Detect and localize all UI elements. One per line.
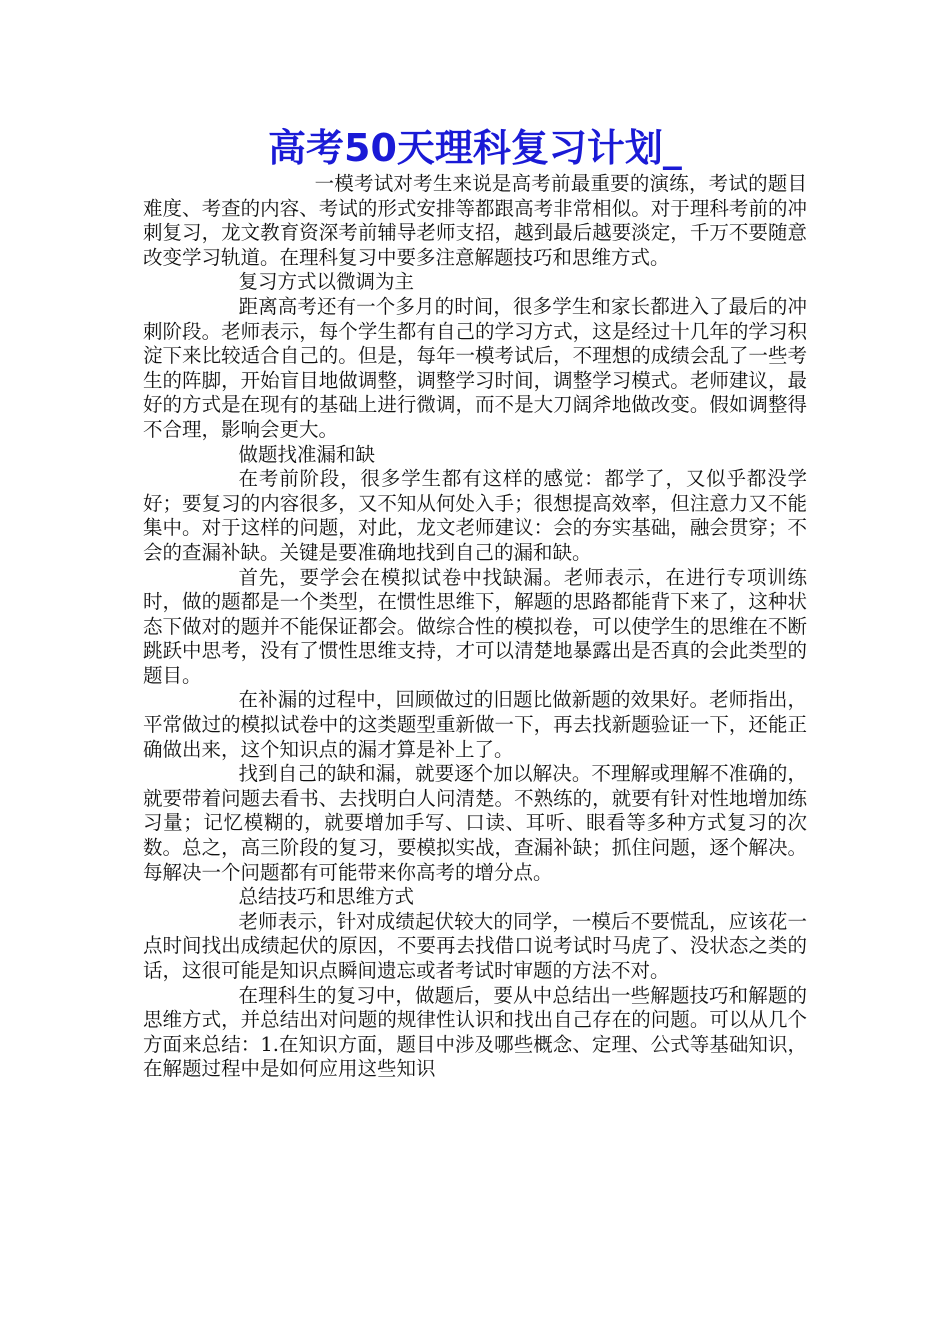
body-paragraph: 在补漏的过程中，回顾做过的旧题比做新题的效果好。老师指出，平常做过的模拟试卷中的这类题型重新做一下，再去找新题验证一下，还能正确做出来，这个知识点的漏才算是补上了。 [143,688,807,761]
body-paragraph: 老师表示，针对成绩起伏较大的同学，一模后不要慌乱，应该花一点时间找出成绩起伏的原因，不要再去找借口说考试时马虎了、没状态之类的话，这很可能是知识点瞬间遗忘或者考试时审题的方法不对。 [143,909,807,982]
section-heading: 复习方式以微调为主 [238,270,415,294]
document-title: 高考50天理科复习计划_ [268,126,682,170]
body-paragraph: 首先，要学会在模拟试卷中找缺漏。老师表示，在进行专项训练时，做的题都是一个类型，在惯性思维下，解题的思路都能背下来了，这种状态下做对的题并不能保证都会。做综合性的模拟卷，可以使学生的思维在不断跳跃中思考，没有了惯性思维支持，才可以清楚地暴露出是否真的会此类型的题目。 [143,565,807,687]
body-paragraph: 在考前阶段，很多学生都有这样的感觉：都学了，又似乎都没学好；要复习的内容很多，又不知从何处入手；很想提高效率，但注意力又不能集中。对于这样的问题，对此，龙文老师建议：会的夯实基础，融会贯穿；不会的查漏补缺。关键是要准确地找到自己的漏和缺。 [143,467,807,564]
body-paragraph: 找到自己的缺和漏，就要逐个加以解决。不理解或理解不准确的，就要带着问题去看书、去找明白人问清楚。不熟练的，就要有针对性地增加练习量；记忆模糊的，就要增加手写、口读、耳听、眼看等多种方式复习的次数。总之，高三阶段的复习，要模拟实战，查漏补缺；抓住问题，逐个解决。每解决一个问题都有可能带来你高考的增分点。 [143,762,807,884]
section-heading: 做题找准漏和缺 [238,442,376,466]
intro-paragraph: 一模考试对考生来说是高考前最重要的演练，考试的题目难度、考查的内容、考试的形式安排等都跟高考非常相似。对于理科考前的冲刺复习，龙文教育资深考前辅导老师支招，越到最后越要淡定，千万不要随意改变学习轨道。在理科复习中要多注意解题技巧和思维方式。 [143,172,807,269]
body-paragraph: 距离高考还有一个多月的时间，很多学生和家长都进入了最后的冲刺阶段。老师表示，每个学生都有自己的学习方式，这是经过十几年的学习积淀下来比较适合自己的。但是，每年一模考试后，不理想的成绩会乱了一些考生的阵脚，开始盲目地做调整，调整学习时间，调整学习模式。老师建议，最好的方式是在现有的基础上进行微调，而不是大刀阔斧地做改变。假如调整得不合理，影响会更大。 [143,294,807,441]
document-body [143,172,807,1082]
body-paragraph: 在理科生的复习中，做题后，要从中总结出一些解题技巧和解题的思维方式，并总结出对问题的规律性认识和找出自己存在的问题。可以从几个方面来总结：1.在知识方面，题目中涉及哪些概念、定理、公式等基础知识，在解题过程中是如何应用这些知识 [143,983,807,1081]
section-heading: 总结技巧和思维方式 [238,885,415,909]
